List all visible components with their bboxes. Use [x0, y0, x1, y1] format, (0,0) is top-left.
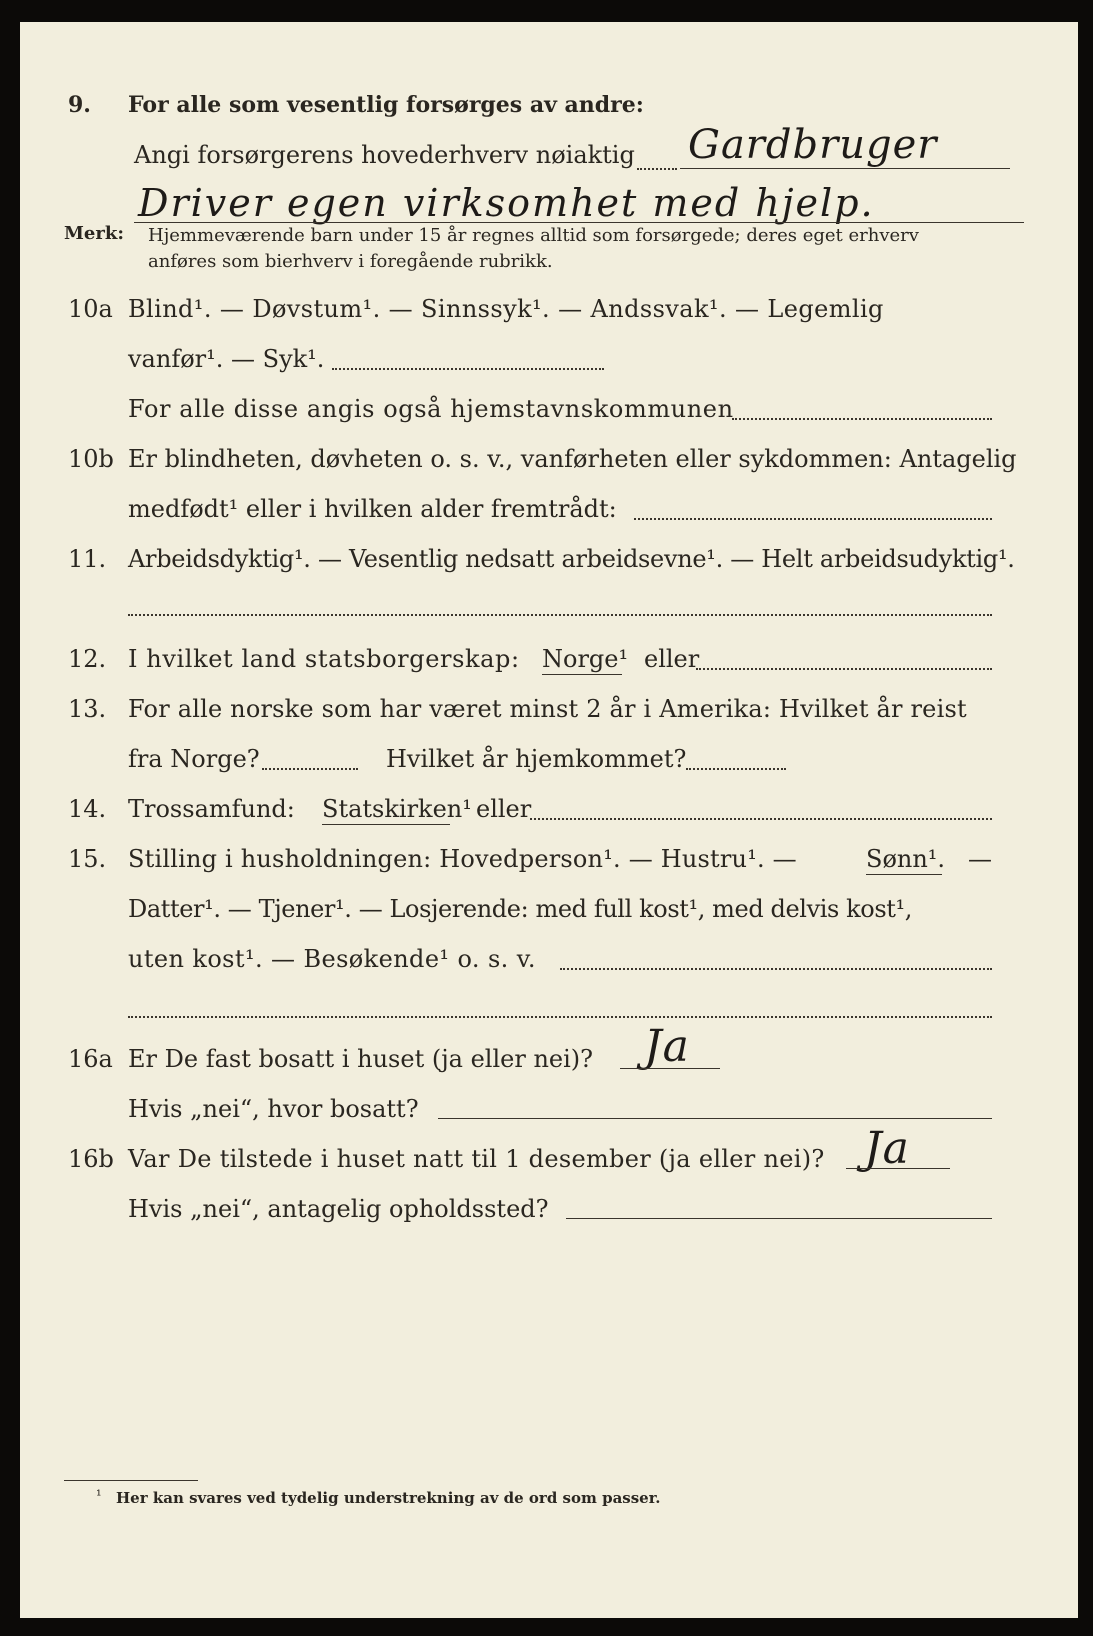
q10a-fill-line-2 [732, 418, 992, 420]
q16b-line-1: Var De tilstede i huset natt til 1 desember (ja eller nei)? [128, 1145, 825, 1173]
q9-underline [680, 168, 1010, 169]
q15-line-2: Datter¹. — Tjener¹. — Losjerende: med full kost¹, med delvis kost¹, [128, 895, 912, 923]
q12-option-norge: Norge¹ [542, 645, 629, 673]
q16b-line-2: Hvis „nei“, antagelig opholdssted? [128, 1195, 549, 1223]
q9-title: For alle som vesentlig forsørges av andre: [128, 92, 644, 118]
q14-suffix: eller [476, 795, 532, 823]
merk-line-1: Hjemmeværende barn under 15 år regnes alltid som forsørgede; deres eget erhverv [148, 225, 919, 246]
q12-fill-line [696, 668, 992, 670]
merk-line-2: anføres som bierhverv i foregående rubrikk. [148, 251, 553, 272]
merk-label: Merk: [64, 223, 124, 244]
q15-fill-line-2 [128, 1016, 992, 1018]
q9-handwritten-occupation: Gardbruger [688, 122, 938, 168]
q9-underline-2 [134, 222, 1024, 223]
q12-number: 12. [68, 645, 107, 673]
q10b-fill-line [634, 518, 992, 520]
footnote-text: Her kan svares ved tydelig understrekning av de ord som passer. [116, 1489, 661, 1507]
q13-line-2b: Hvilket år hjemkommet? [386, 745, 687, 773]
q9-label: Angi forsørgerens hovederhverv nøiaktig [134, 141, 635, 169]
q13-line-1: For alle norske som har været minst 2 år i Amerika: Hvilket år reist [128, 695, 967, 723]
q16a-answer-underline [620, 1068, 720, 1069]
q16b-answer-underline [846, 1168, 950, 1169]
q15-line-1a: Stilling i husholdningen: Hovedperson¹. — Hustru¹. — [128, 845, 797, 873]
q10b-line-2: medfødt¹ eller i hvilken alder fremtrådt: [128, 495, 617, 523]
q13-line-2a: fra Norge? [128, 745, 260, 773]
q12-option-underline [542, 674, 622, 675]
q10a-number: 10a [68, 295, 113, 323]
q16a-handwritten-answer: Ja [644, 1021, 690, 1072]
q12-suffix: eller [644, 645, 700, 673]
footnote-mark: ¹ [96, 1488, 102, 1504]
footnote-rule [64, 1480, 198, 1481]
q10a-line-1: Blind¹. — Døvstum¹. — Sinnssyk¹. — Andssvak¹. — Legemlig [128, 295, 884, 323]
q10b-line-1: Er blindheten, døvheten o. s. v., vanførheten eller sykdommen: Antagelig [128, 445, 1017, 473]
q10a-line-3: For alle disse angis også hjemstavnskommunen [128, 395, 734, 423]
q16a-number: 16a [68, 1045, 113, 1073]
q16a-line-1: Er De fast bosatt i huset (ja eller nei)? [128, 1045, 594, 1073]
q11-number: 11. [68, 545, 107, 573]
q15-line-3: uten kost¹. — Besøkende¹ o. s. v. [128, 945, 536, 973]
q14-fill-line [530, 818, 992, 820]
q10b-number: 10b [68, 445, 114, 473]
q15-option-sonn: Sønn¹. [866, 845, 946, 873]
q9-handwritten-detail: Driver egen virksomhet med hjelp. [138, 181, 875, 225]
q16a-fill-line [438, 1118, 992, 1119]
q12-prefix: I hvilket land statsborgerskap: [128, 645, 520, 673]
q14-number: 14. [68, 795, 107, 823]
q14-option-statskirken: Statskirken¹ [322, 795, 472, 823]
q13-number: 13. [68, 695, 107, 723]
q10a-line-2: vanfør¹. — Syk¹. [128, 345, 325, 373]
q15-option-underline [866, 874, 942, 875]
q16b-number: 16b [68, 1145, 114, 1173]
q13-fill-line-2 [686, 768, 786, 770]
q16a-line-2: Hvis „nei“, hvor bosatt? [128, 1095, 419, 1123]
q11-line-1: Arbeidsdyktig¹. — Vesentlig nedsatt arbeidsevne¹. — Helt arbeidsudyktig¹. [128, 545, 1015, 573]
q9-number: 9. [68, 92, 91, 118]
q16b-fill-line [566, 1218, 992, 1219]
q11-fill-line [128, 614, 992, 616]
q10a-fill-line [332, 368, 604, 370]
q14-option-underline [322, 824, 450, 825]
q15-fill-line [560, 968, 992, 970]
q14-prefix: Trossamfund: [128, 795, 295, 823]
q13-fill-line-1 [262, 768, 358, 770]
census-form-page [20, 22, 1078, 1618]
q15-number: 15. [68, 845, 107, 873]
q9-fill-line [637, 168, 677, 170]
q15-line-1c: — [968, 845, 992, 873]
q16b-handwritten-answer: Ja [864, 1123, 910, 1174]
